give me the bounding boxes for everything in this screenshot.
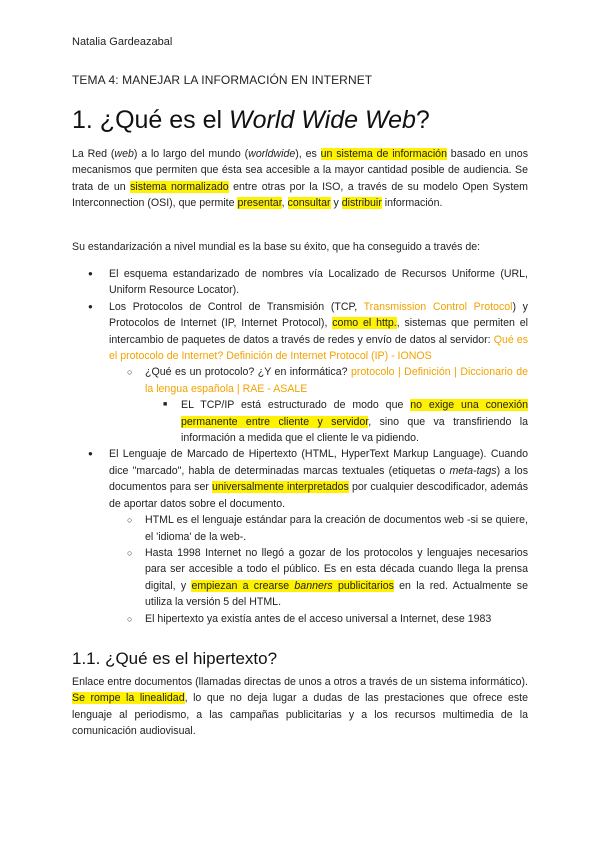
text-run: basado en unos mecanismos que permiten que ésta sea accesible a la mayor cantidad posible de audiencia. Se trata de un [72, 148, 528, 193]
highlight: no exige una conexión permanente entre cliente y servidor [181, 399, 528, 428]
text-run: entre otras por la ISO, a través de su modelo Open System Interconnection (OSI), que permite [72, 180, 528, 210]
text-run: información. [381, 197, 443, 210]
text-run: El Lenguaje de Marcado de Hipertexto (HTML, HyperText Markup Language). Cuando dice "marcado", habla de determinadas marcas textuales (etiquetas o [109, 448, 528, 477]
text-run: meta-tags [449, 464, 497, 477]
author-name: Natalia Gardeazabal [72, 36, 173, 48]
heading-1-italic: World Wide Web [229, 106, 416, 134]
text-run: , lo que no deja lugar a dudas de las prestaciones que ofrece este lenguaje al periodismo, a las campañas publicitarias y a los recursos multimedia de la comunicación audiovisual. [72, 692, 528, 738]
text-run: Hasta 1998 Internet no llegó a gozar de los protocolos y lenguajes necesarios para ser accesible a todo el público. Es en esta década cuando llega la prensa digital, y [145, 546, 528, 592]
text-run: ) a los documentos para ser [109, 464, 528, 494]
highlight [191, 580, 393, 592]
hypertext-paragraph [72, 674, 528, 740]
text-run: worldwide [248, 148, 296, 160]
section-title: TEMA 4: MANEJAR LA INFORMACIÓN EN INTERNET [72, 73, 373, 87]
sub-list-item [72, 545, 528, 611]
link-ionos[interactable]: Qué es el protocolo de Internet? Definición de Internet Protocol (IP) - IONOS [109, 333, 528, 363]
text-run: empiezan a crearse [191, 579, 295, 592]
text-run: EL TCP/IP está estructurado de modo que [181, 399, 411, 412]
text-run: , sino que va transfiriendo la información a medida que el cliente le va pidiendo. [181, 415, 528, 445]
highlight: un sistema de información [320, 148, 447, 160]
list-item-text: El esquema estandarizado de nombres vía Localizado de Recursos Uniforme (URL, Uniform Resource Locator). [109, 268, 528, 297]
sub-sub-list-item [72, 397, 528, 446]
intro-paragraph [72, 146, 528, 212]
list-item [72, 266, 528, 299]
sub-list-item [72, 364, 528, 446]
highlight: presentar [237, 197, 282, 210]
text-run: banners [294, 579, 333, 592]
sub-list [109, 512, 528, 627]
text-run: , [281, 197, 288, 210]
text-run: , sistemas que permiten el intercambio de paquetes de datos a través de redes y envío de datos al servidor: [109, 317, 528, 346]
heading-1 [72, 106, 430, 135]
sub-list [109, 364, 528, 446]
sub-list-item [72, 512, 528, 545]
sub-list-item [72, 611, 528, 627]
bullet-list [72, 266, 528, 627]
text-run: ) a lo largo del mundo ( [133, 148, 249, 160]
link-tcp[interactable]: Transmission Control Protocol [363, 300, 513, 313]
list-item [72, 299, 528, 447]
text-run: ) y Protocolos de Internet (IP, Internet Protocol), [109, 300, 528, 330]
link-rae[interactable]: protocolo | Definición | Diccionario de la lengua española | RAE - ASALE [145, 366, 528, 395]
text-run: ¿Qué es un protocolo? ¿Y en informática? [145, 366, 351, 379]
text-run: por cualquier descodificador, además de aportar datos sobre el documento. [109, 481, 528, 510]
heading-1-tail: ? [415, 106, 430, 134]
text-run: Los Protocolos de Control de Transmisión (TCP, [109, 300, 364, 313]
sub-sub-list [145, 397, 528, 446]
list-item [72, 446, 528, 626]
heading-2: 1.1. ¿Qué es el hipertexto? [72, 649, 278, 668]
text-run: La Red ( [72, 148, 115, 160]
highlight: Se rompe la linealidad [72, 692, 185, 705]
highlight: distribuir [341, 197, 382, 210]
text-run: Enlace entre documentos (llamadas directas de unos a otros a través de un sistema informático). [72, 676, 528, 688]
text-run: web [114, 148, 134, 160]
text-run: y [330, 197, 342, 210]
highlight: sistema normalizado [130, 180, 229, 193]
text-run: ), es [295, 148, 321, 160]
text-run: HTML es el lenguaje estándar para la creación de documentos web -si se quiere, el 'idioma' de la web-. [145, 514, 528, 543]
text-run: en la red. Actualmente se utiliza la versión 5 del HTML. [145, 579, 528, 609]
highlight: universalmente interpretados [212, 481, 349, 494]
paragraph-2: Su estandarización a nivel mundial es la base su éxito, que ha conseguido a través de: [72, 241, 481, 253]
heading-1-text: 1. ¿Qué es el [72, 106, 230, 134]
text-run: El hipertexto ya existía antes de el acceso universal a Internet, dese 1983 [145, 612, 492, 625]
text-run: publicitarios [332, 579, 394, 592]
highlight: como el http. [332, 317, 397, 330]
highlight: consultar [287, 197, 331, 210]
